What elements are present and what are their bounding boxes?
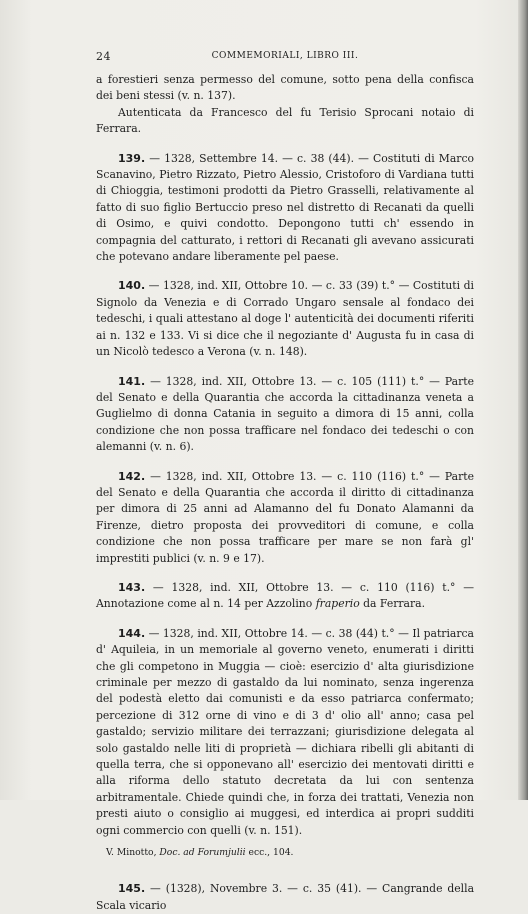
reference-author: V. Minotto,: [106, 847, 157, 859]
running-title: COMMEMORIALI, LIBRO III.: [211, 51, 359, 61]
entry-text: — 1328, ind. XII, Ottobre 14. — c. 38 (44) t.° — Il patriarca d' Aquileia, in un memoriale al governo veneto, enumerati i diritti che gli competono in Muggia — cioè: esercizio d' alta giurisdizione criminale per mezzo di gastaldo da lui nominato, senza ingerenza del podestà eletto dai comunisti e da esso patriarca confermato; percezione di 312 orne di vino e di 3 d' olio all' anno; casa pel gastaldo; servizio militare dei terrazzani; giurisdizione delegata al solo gastaldo nelle liti di proprietà — dichiara ribelli gli abitanti di quella terra, che si opponevano all' esercizio dei mentovati diritti e alla riforma dello statuto decretata da lui con sentenza arbitramentale. Chiede quindi che, in forza dei trattati, Venezia non presti aiuto o consiglio ai muggesi, ed interdica ai propri sudditi ogni commercio con quelli (v. n. 151).: [96, 626, 474, 837]
entry-text: — 1328, ind. XII, Ottobre 13. — c. 105 (111) t.° — Parte del Senato e della Quarantia che accorda la cittadinanza veneta a Guglielmo di donna Catania in seguito a dimora di 15 anni, colla condizione che non possa trafficare nel fondaco dei tedeschi o con alemanni (v. n. 6).: [96, 374, 474, 454]
entry-number: 140.: [118, 279, 146, 293]
entry-142: [96, 469, 474, 567]
reference-rest: ecc., 104.: [245, 847, 294, 859]
entry-number: 143.: [118, 580, 146, 594]
entry-number: 145.: [118, 882, 146, 896]
entry-number: 139.: [118, 151, 146, 165]
entry-text: — 1328, ind. XII, Ottobre 13. — c. 110 (116) t.° — Parte del Senato e della Quarantia che accorda il diritto di cittadinanza per dimora di 25 anni ad Alamanno del fu Donato Alamanni da Firenze, dietro proposta dei provveditori di comune, e colla condizione che non possa trafficare per mare se non farà gl' imprestiti publici (v. n. 9 e 17).: [96, 469, 474, 565]
entry-text: — 1328, Settembre 14. — c. 38 (44). — Costituti di Marco Scanavino, Pietro Rizzato, Pietro Alessio, Cristoforo di Vardiana tutti di Chioggia, testimoni prodotti da Pietro Grasselli, relativamente al fatto di suo figlio Bertuccio preso nel distretto di Recanati da quelli di Osimo, e quivi condotto. Depongono tutti ch' essendo in compagnia del catturato, i rettori di Recanati gli avevano assicurati che potevano andare liberamente pel paese.: [96, 151, 474, 264]
entry-number: 141.: [118, 374, 146, 388]
continuation-paragraph: a forestieri senza permesso del comune, sotto pena della confisca dei beni stessi (v. n. 137).: [96, 73, 474, 103]
entry-140: [96, 278, 474, 360]
entry-139: [96, 151, 474, 266]
entry-number: 144.: [118, 626, 146, 640]
authentication-note: Autenticata da Francesco del fu Terisio Sprocani notaio di Ferrara.: [96, 105, 474, 136]
reference-work: Doc. ad Forumjulii: [159, 847, 246, 859]
bibliographic-reference: [96, 845, 474, 861]
entry-144: [96, 626, 474, 839]
entry-text: — 1328, ind. XII, Ottobre 13. — c. 110 (116) t.° — Annotazione come al n. 14 per Azzolino: [96, 580, 475, 611]
entry-text-end: da Ferrara.: [359, 597, 425, 611]
book-spine-edge: [518, 0, 528, 800]
entry-143: [96, 580, 474, 613]
page-body: [96, 72, 474, 914]
entry-italic-name: fraperio: [315, 597, 360, 611]
entry-number: 142.: [118, 469, 146, 483]
entry-text: — (1328), Novembre 3. — c. 35 (41). — Cangrande della Scala vicario: [96, 882, 475, 912]
entry-141: [96, 374, 474, 456]
page-number: 24: [96, 50, 111, 63]
entry-145: [96, 881, 474, 914]
entry-text: — 1328, ind. XII, Ottobre 10. — c. 33 (39) t.° — Costituti di Signolo da Venezia e di Corrado Ungaro sensale al fondaco dei tedeschi, i quali attestano al doge l' autenticità dei documenti riferiti ai n. 132 e 133. Vi si dice che il negoziante d' Augusta fu in casa di un Nicolò tedesco a Verona (v. n. 148).: [96, 279, 474, 359]
